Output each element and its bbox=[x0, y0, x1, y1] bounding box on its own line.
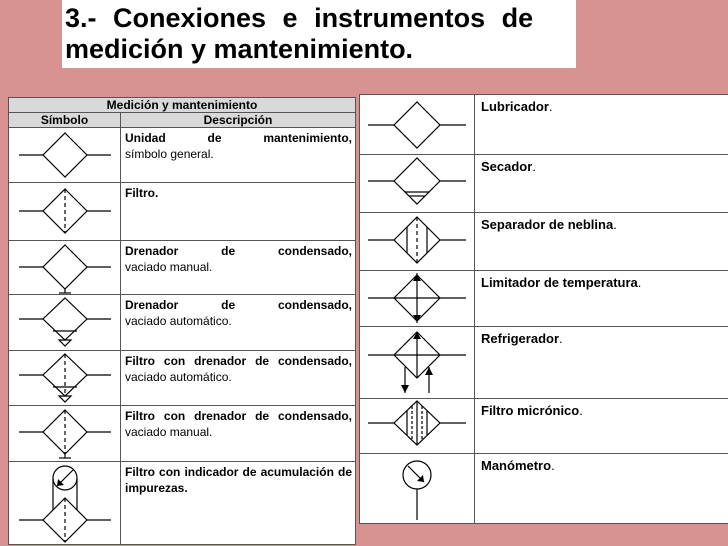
description-bold: Filtro con indicador de acumulación de impurezas. bbox=[125, 465, 352, 495]
description-bold: Filtro con drenador de condensado, bbox=[125, 409, 352, 423]
slide-title bbox=[62, 0, 576, 68]
table-row bbox=[9, 406, 356, 462]
micronic-filter-icon bbox=[360, 399, 475, 454]
maintenance-unit-icon bbox=[9, 128, 121, 183]
table-row bbox=[9, 351, 356, 406]
lubricator-icon bbox=[360, 95, 475, 155]
temperature-limiter-icon bbox=[360, 271, 475, 327]
description-bold: Limitador de temperatura bbox=[481, 275, 638, 290]
description-text: vaciado manual. bbox=[125, 260, 213, 274]
manual-drain-icon bbox=[9, 241, 121, 295]
description-bold: Unidad de mantenimiento, bbox=[125, 131, 352, 145]
description-column-header: Descripción bbox=[121, 113, 356, 128]
filter-impurity-indicator-icon bbox=[9, 462, 121, 545]
description-bold: Filtro. bbox=[125, 186, 159, 200]
table-row bbox=[360, 155, 728, 213]
pressure-gauge-icon bbox=[360, 454, 475, 524]
table-row bbox=[360, 271, 728, 327]
description-text: símbolo general. bbox=[125, 147, 214, 161]
description-text: . bbox=[548, 99, 553, 114]
mist-separator-icon bbox=[360, 213, 475, 271]
description-text: . bbox=[559, 331, 563, 346]
table-row bbox=[360, 399, 728, 454]
description-bold: Secador bbox=[481, 159, 533, 174]
table-row bbox=[9, 183, 356, 241]
description-text: vaciado automático. bbox=[125, 314, 232, 328]
symbol-column-header: Símbolo bbox=[9, 113, 121, 128]
cooler-icon bbox=[360, 327, 475, 399]
description-bold: Manómetro bbox=[481, 458, 552, 473]
title-line-2: medición y mantenimiento. bbox=[65, 34, 414, 64]
table-row bbox=[9, 241, 356, 295]
table-row bbox=[360, 213, 728, 271]
conditioning-symbols-table bbox=[359, 94, 728, 524]
filter-manual-drain-icon bbox=[9, 406, 121, 462]
description-text: vaciado automático. bbox=[125, 370, 232, 384]
table-row bbox=[360, 454, 728, 524]
table-row bbox=[360, 95, 728, 155]
measurement-maintenance-table bbox=[8, 97, 356, 545]
description-text: . bbox=[579, 403, 583, 418]
description-text: vaciado manual. bbox=[125, 425, 213, 439]
description-bold: Drenador de condensado, bbox=[125, 244, 352, 258]
description-text: . bbox=[551, 458, 555, 473]
description-bold: Separador de neblina bbox=[481, 217, 614, 232]
table-header: Medición y mantenimiento bbox=[9, 98, 356, 113]
description-bold: Drenador de condensado, bbox=[125, 298, 352, 312]
description-bold: Filtro micrónico bbox=[481, 403, 580, 418]
description-text: . bbox=[532, 159, 536, 174]
filter-automatic-drain-icon bbox=[9, 351, 121, 406]
table-row bbox=[9, 295, 356, 351]
description-text: . bbox=[613, 217, 617, 232]
table-row bbox=[9, 128, 356, 183]
description-text: . bbox=[637, 275, 642, 290]
automatic-drain-icon bbox=[9, 295, 121, 351]
table-row bbox=[9, 462, 356, 545]
description-bold: Lubricador bbox=[481, 99, 549, 114]
description-bold: Filtro con drenador de condensado, bbox=[125, 354, 352, 368]
table-row bbox=[360, 327, 728, 399]
description-bold: Refrigerador bbox=[481, 331, 560, 346]
dryer-icon bbox=[360, 155, 475, 213]
title-line-1: 3.- Conexiones e instrumentos de bbox=[65, 3, 534, 33]
filter-icon bbox=[9, 183, 121, 241]
